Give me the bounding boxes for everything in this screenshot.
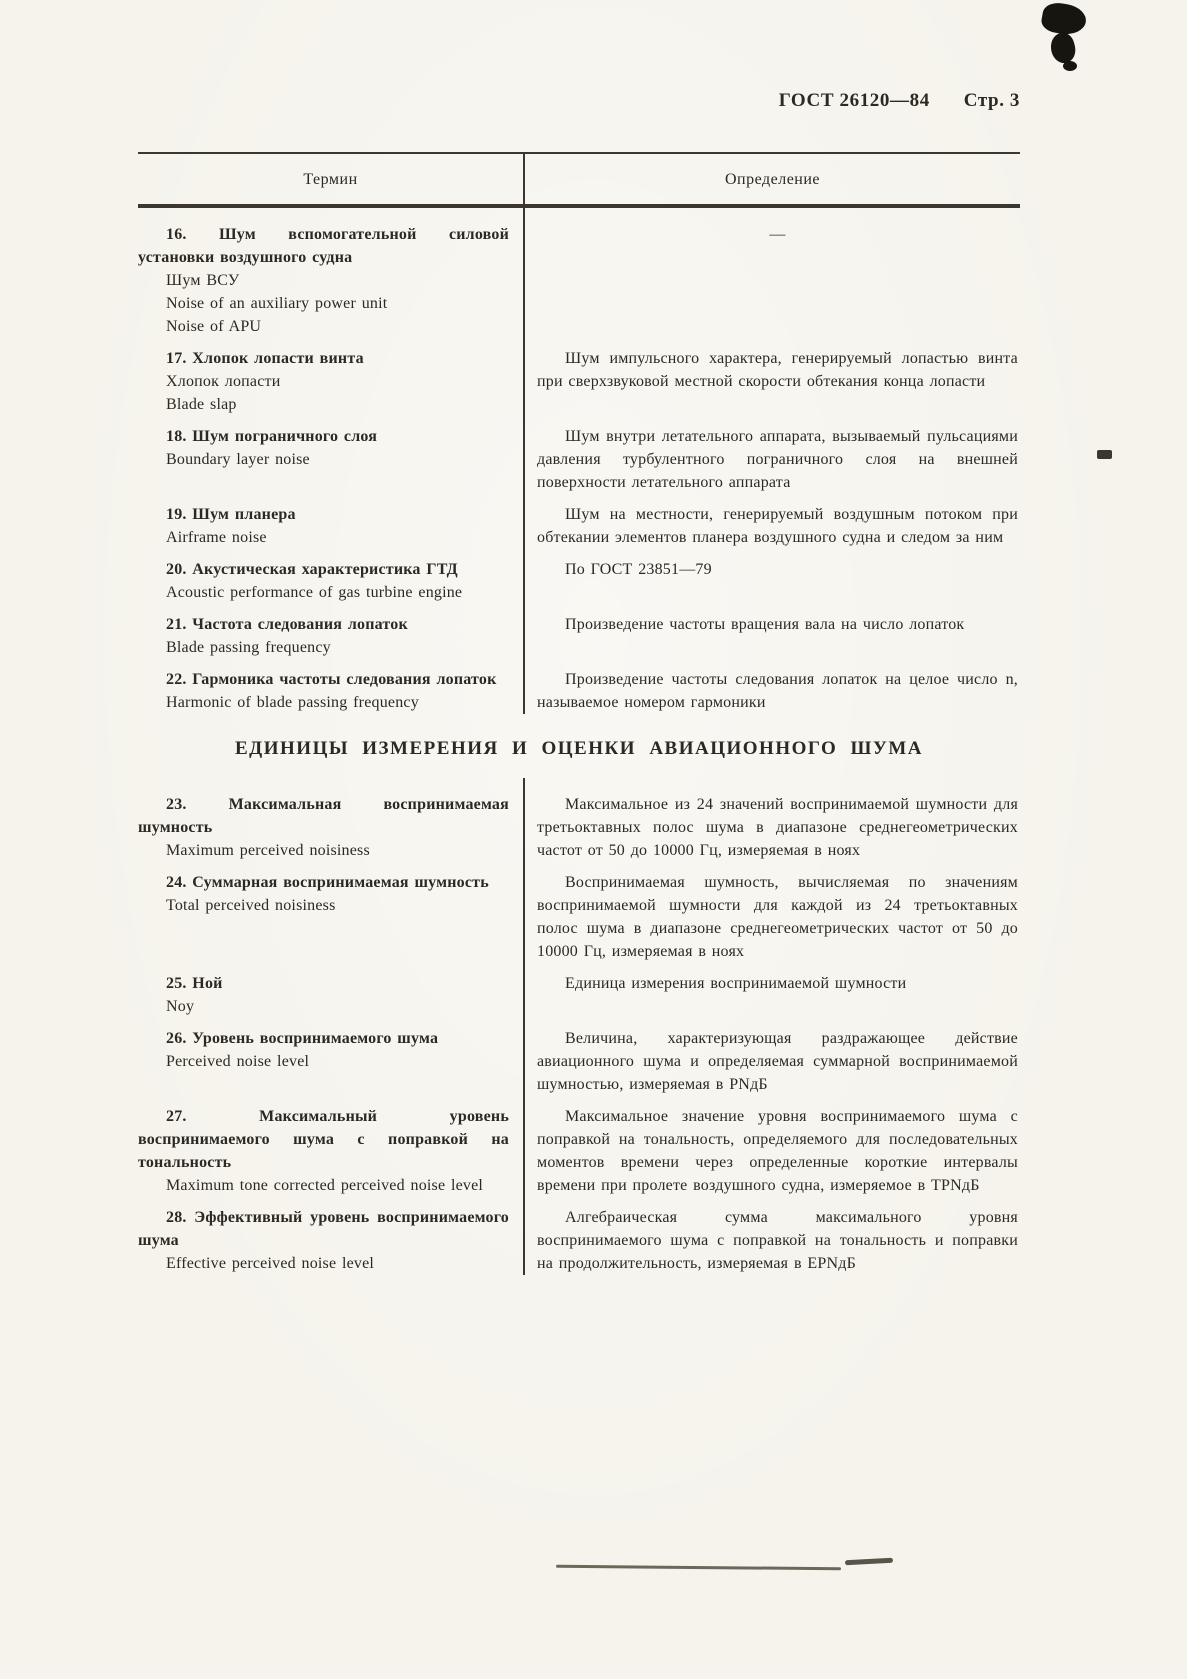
definition-cell xyxy=(523,558,1020,604)
term-subline: Blade slap xyxy=(166,396,237,413)
term-subline: Total perceived noisiness xyxy=(166,897,336,914)
term-title: 18. Шум пограничного слоя xyxy=(166,428,378,445)
term-cell xyxy=(138,347,523,416)
definition-cell xyxy=(523,223,1020,338)
definition-cell xyxy=(523,668,1020,714)
definition-paragraph: Шум импульсного характера, генерируемый лопастью винта при сверхзвуковой местной скорости обтекания конца лопасти xyxy=(537,350,1018,390)
term-cell xyxy=(138,223,523,338)
table-row xyxy=(138,558,1020,604)
term-cell xyxy=(138,503,523,549)
table-row xyxy=(138,1206,1020,1275)
definition-cell xyxy=(523,1206,1020,1275)
table-header-row xyxy=(138,152,1020,204)
term-subline: Noy xyxy=(166,998,195,1015)
table-row xyxy=(138,223,1020,338)
definition-paragraph: Единица измерения воспринимаемой шумности xyxy=(565,975,907,992)
definition-cell xyxy=(523,972,1020,1018)
table-row xyxy=(138,1027,1020,1096)
definition-paragraph: — xyxy=(769,226,786,243)
term-cell xyxy=(138,972,523,1018)
terminology-table xyxy=(138,152,1020,1284)
scan-artifact xyxy=(1097,450,1112,459)
term-title: 16. Шум вспомогательной силовой установки воздушного судна xyxy=(138,226,509,266)
table-row xyxy=(138,1105,1020,1197)
term-subline: Maximum tone corrected perceived noise level xyxy=(166,1177,484,1194)
definition-paragraph: Алгебраическая сумма максимального уровня воспринимаемого шума с поправкой на тональность и поправки на продолжительность, измеряемая в EPNдБ xyxy=(537,1209,1018,1272)
term-cell xyxy=(138,613,523,659)
term-subline: Acoustic performance of gas turbine engine xyxy=(166,584,463,601)
term-subline: Хлопок лопасти xyxy=(166,373,281,390)
standard-number: ГОСТ 26120—84 xyxy=(778,90,930,111)
term-subline: Noise of an auxiliary power unit xyxy=(166,295,388,312)
definition-cell xyxy=(523,1027,1020,1096)
table-row xyxy=(138,668,1020,714)
term-title: 26. Уровень воспринимаемого шума xyxy=(166,1030,439,1047)
definition-cell xyxy=(523,425,1020,494)
term-subline: Perceived noise level xyxy=(166,1053,310,1070)
table-row xyxy=(138,613,1020,659)
definition-cell xyxy=(523,1105,1020,1197)
table-row xyxy=(138,347,1020,416)
term-cell xyxy=(138,793,523,862)
scan-artifact xyxy=(1063,61,1077,71)
definition-cell xyxy=(523,613,1020,659)
definition-paragraph: Максимальное из 24 значений воспринимаемой шумности для третьоктавных полос шума в диапазоне среднегеометрических частот от 50 до 10000 Гц, измеряемая в ноях xyxy=(537,796,1018,859)
definition-paragraph: Максимальное значение уровня воспринимаемого шума с поправкой на тональность, определяемого для последовательных моментов времени через определенные короткие интервалы времени при пролете воздушного судна, измеряемое в TPNдБ xyxy=(537,1108,1018,1194)
term-subline: Effective perceived noise level xyxy=(166,1255,375,1272)
definition-paragraph: Воспринимаемая шумность, вычисляемая по значениям воспринимаемой шумности для каждой из 24 третьоктавных полос шума в диапазоне среднегеометрических частот от 50 до 10000 Гц, измеряемая в ноях xyxy=(537,874,1018,960)
term-title: 27. Максимальный уровень воспринимаемого шума с поправкой на тональность xyxy=(138,1108,509,1171)
definition-cell xyxy=(523,503,1020,549)
term-subline: Blade passing frequency xyxy=(166,639,331,656)
term-title: 24. Суммарная воспринимаемая шумность xyxy=(166,874,489,891)
section-heading: ЕДИНИЦЫ ИЗМЕРЕНИЯ И ОЦЕНКИ АВИАЦИОННОГО ШУМА xyxy=(234,738,923,759)
term-cell xyxy=(138,558,523,604)
definition-paragraph: По ГОСТ 23851—79 xyxy=(565,561,712,578)
definition-paragraph: Величина, характеризующая раздражающее действие авиационного шума и определяемая суммарной воспринимаемой шумностью, измеряемая в PNдБ xyxy=(537,1030,1018,1093)
term-cell xyxy=(138,668,523,714)
term-title: 22. Гармоника частоты следования лопаток xyxy=(166,671,497,688)
term-cell xyxy=(138,871,523,963)
term-title: 23. Максимальная воспринимаемая шумность xyxy=(138,796,509,836)
term-subline: Noise of APU xyxy=(166,318,262,335)
table-body-bottom xyxy=(138,778,1020,1275)
scan-artifact xyxy=(845,1558,893,1566)
term-subline: Airframe noise xyxy=(166,529,267,546)
definition-paragraph: Произведение частоты вращения вала на число лопаток xyxy=(565,616,965,633)
table-row xyxy=(138,972,1020,1018)
term-title: 19. Шум планера xyxy=(166,506,296,523)
definition-cell xyxy=(523,347,1020,416)
table-row xyxy=(138,425,1020,494)
term-title: 17. Хлопок лопасти винта xyxy=(166,350,364,367)
definition-cell xyxy=(523,793,1020,862)
definition-paragraph: Шум на местности, генерируемый воздушным потоком при обтекании элементов планера воздушного судна и следом за ним xyxy=(537,506,1018,546)
term-title: 25. Ной xyxy=(166,975,223,992)
table-row xyxy=(138,871,1020,963)
page-number: Стр. 3 xyxy=(963,90,1020,111)
term-title: 21. Частота следования лопаток xyxy=(166,616,408,633)
term-cell xyxy=(138,1027,523,1096)
table-row xyxy=(138,793,1020,862)
term-subline: Boundary layer noise xyxy=(166,451,310,468)
definition-cell xyxy=(523,871,1020,963)
term-subline: Harmonic of blade passing frequency xyxy=(166,694,419,711)
term-title: 28. Эффективный уровень воспринимаемого шума xyxy=(138,1209,509,1249)
scan-artifact xyxy=(556,1565,841,1570)
term-title: 20. Акустическая характеристика ГТД xyxy=(166,561,458,578)
term-subline: Maximum perceived noisiness xyxy=(166,842,370,859)
term-cell xyxy=(138,1105,523,1197)
definition-paragraph: Произведение частоты следования лопаток на целое число n, называемое номером гармоники xyxy=(537,671,1018,711)
definition-column-header: Определение xyxy=(523,154,1020,204)
term-cell xyxy=(138,1206,523,1275)
definition-paragraph: Шум внутри летательного аппарата, вызываемый пульсациями давления турбулентного пограничного слоя на внешней поверхности летательного аппарата xyxy=(537,428,1018,491)
term-column-header: Термин xyxy=(303,171,358,188)
term-cell xyxy=(138,425,523,494)
page-header xyxy=(0,90,1020,112)
table-body-top xyxy=(138,208,1020,714)
scan-artifact xyxy=(1048,31,1079,66)
term-subline: Шум ВСУ xyxy=(166,272,240,289)
table-row xyxy=(138,503,1020,549)
